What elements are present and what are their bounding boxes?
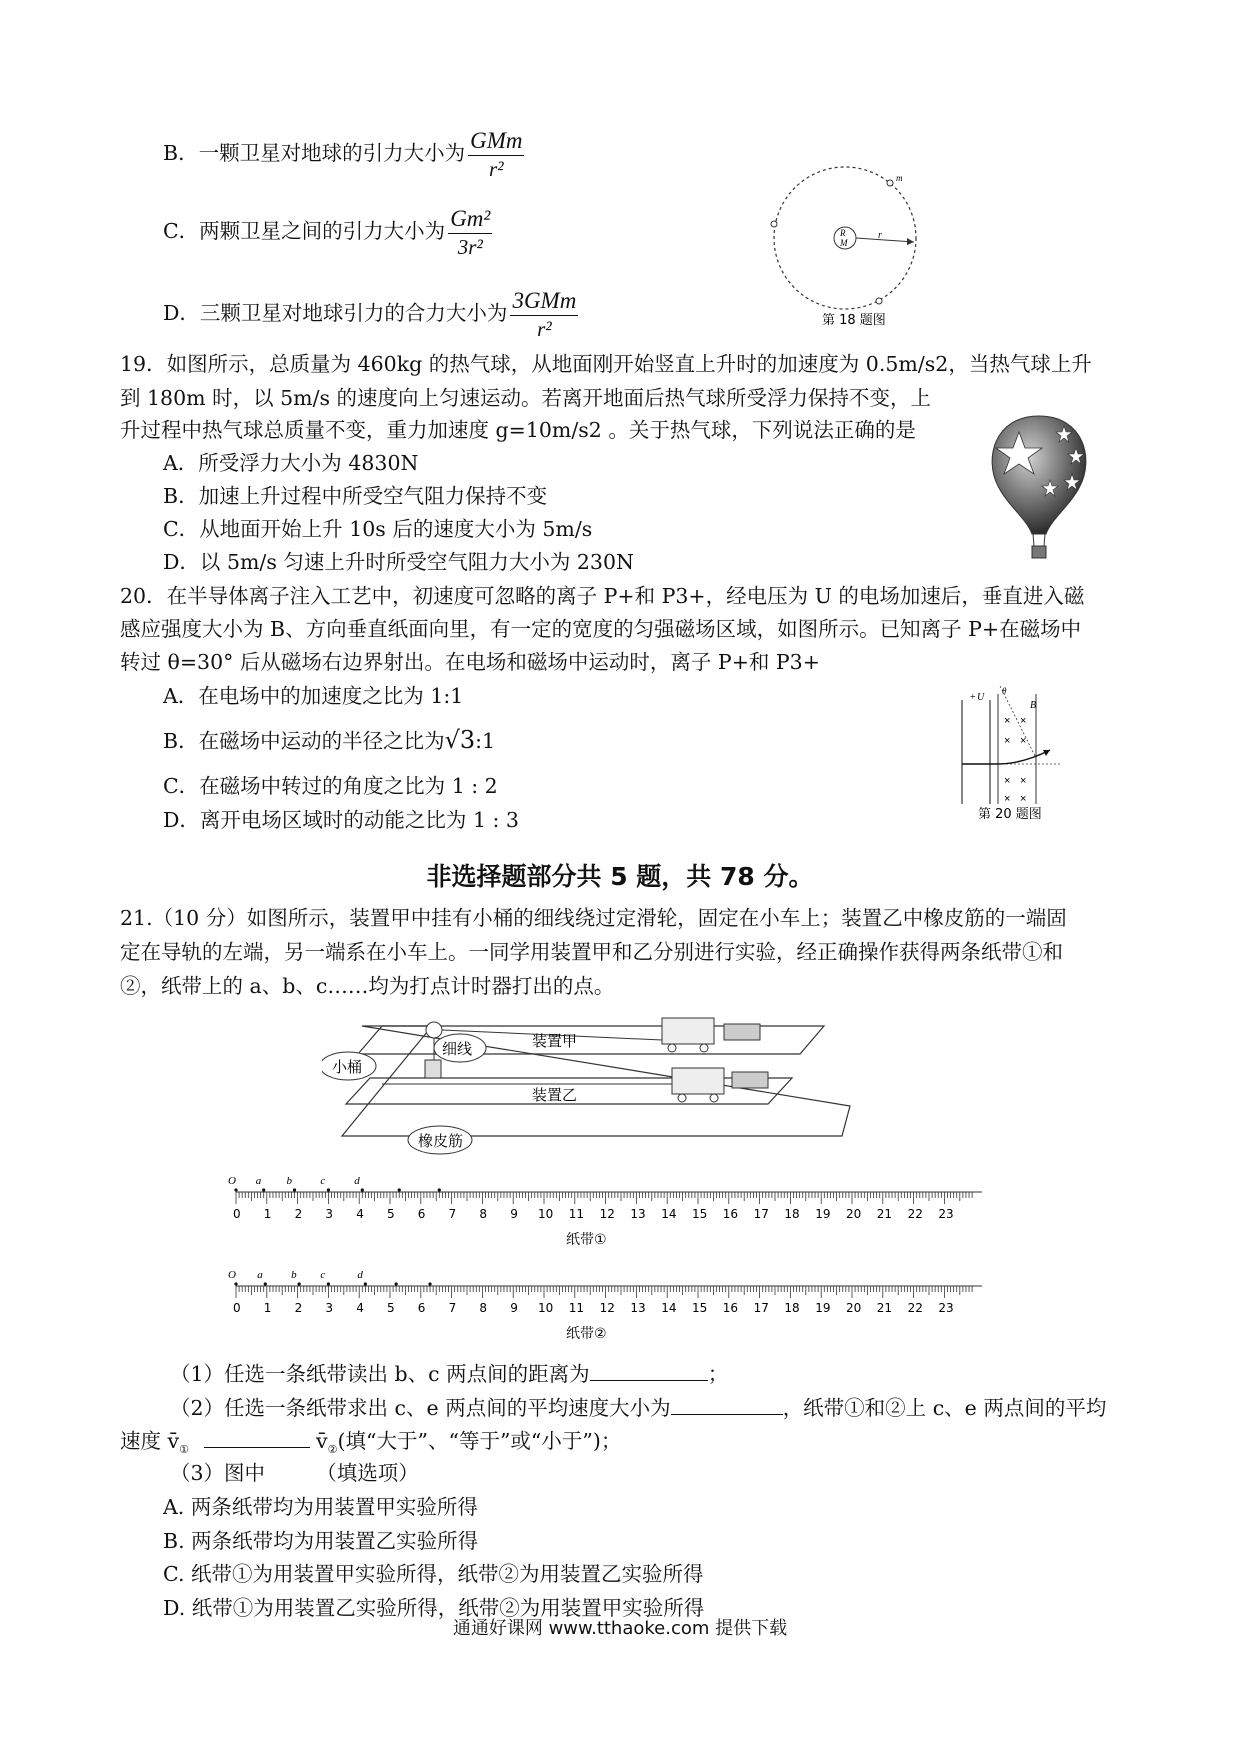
q18-figure-caption: 第 18 题图	[822, 313, 886, 328]
tape-2-caption: 纸带②	[566, 1326, 607, 1342]
q21-sub3: （3）图中 （填选项）	[170, 1461, 419, 1485]
tape-point-label: c	[320, 1175, 326, 1187]
ruler-number: 2	[294, 1301, 303, 1315]
ruler-number: 3	[325, 1207, 334, 1221]
q21-sub2-hint: (填“大于”、“等于”或“小于”)；	[337, 1429, 622, 1453]
q19-option-a: A．所受浮力大小为 4830N	[163, 451, 419, 475]
q19-stem-line1: 19．如图所示，总质量为 460kg 的热气球，从地面刚开始竖直上升时的加速度为 0.5m/s2，当热气球上升	[120, 352, 1092, 376]
cart-a-wheel	[700, 1044, 708, 1052]
ruler-number: 18	[784, 1207, 800, 1221]
ruler-number: 8	[479, 1207, 488, 1221]
basket-rope	[1044, 534, 1045, 546]
ruler-number: 0	[233, 1301, 241, 1315]
q20-stem-line3: 转过 θ=30° 后从磁场右边界射出。在电场和磁场中运动时，离子 P+和 P3+	[120, 650, 820, 674]
tape-point-label: O	[228, 1269, 236, 1281]
ruler-number: 7	[448, 1301, 457, 1315]
tape-dot	[395, 1282, 398, 1285]
ruler-number: 15	[692, 1207, 708, 1221]
satellite-2	[771, 221, 777, 227]
cart-b-wheel	[710, 1094, 718, 1102]
q21-stem-line2: 定在导轨的左端，另一端系在小车上。一同学用装置甲和乙分别进行实验，经正确操作获得两条纸带①和	[120, 940, 1063, 964]
ruler-number: 3	[325, 1301, 334, 1315]
tape-point-label: d	[357, 1269, 363, 1281]
tape-dot	[264, 1282, 267, 1285]
orbit-radius-label: r	[878, 230, 882, 241]
page-footer: 通通好课网 www.tthaoke.com 提供下载	[452, 1618, 788, 1639]
q19-option-b: B．加速上升过程中所受空气阻力保持不变	[163, 484, 548, 508]
timer-a	[724, 1024, 760, 1040]
ruler-number: 1	[263, 1207, 272, 1221]
timer-b	[732, 1072, 768, 1088]
velocity-subscript-2: ②	[327, 1443, 338, 1457]
tape-dot	[327, 1282, 330, 1285]
cart-b	[672, 1068, 724, 1094]
q18-option-d	[163, 288, 578, 341]
q18-option-d-text: D．三颗卫星对地球引力的合力大小为	[163, 301, 508, 325]
bucket	[425, 1060, 441, 1078]
earth-mass-label: M	[840, 238, 848, 248]
q21-sub2-text: （2）任选一条纸带求出 c、e 两点间的平均速度大小为	[170, 1396, 671, 1420]
ruler-ticks	[236, 1192, 972, 1204]
basket-rope	[1033, 534, 1034, 546]
apparatus-figure	[322, 1008, 882, 1158]
ruler-number: 14	[661, 1207, 677, 1221]
ruler-number: 23	[938, 1301, 954, 1315]
tape-point-label: c	[320, 1269, 326, 1281]
ruler-number: 22	[907, 1301, 923, 1315]
cross-mark: ×	[1020, 775, 1027, 787]
q21-option-b: B. 两条纸带均为用装置乙实验所得	[163, 1529, 479, 1553]
ruler-number: 16	[722, 1301, 739, 1315]
tape-dot	[327, 1188, 330, 1191]
tape-point-label: a	[257, 1269, 263, 1281]
pulley	[426, 1022, 442, 1038]
velocity-label-2: v̄	[316, 1429, 328, 1453]
q20-stem-line2: 感应强度大小为 B、方向垂直纸面向里，有一定的宽度的匀强磁场区域，如图所示。已知离子 P+在磁场中	[120, 617, 1082, 641]
ruler-number: 9	[510, 1301, 518, 1315]
cart-b-wheel	[678, 1094, 686, 1102]
tape-dot	[364, 1282, 367, 1285]
q18-option-c-fraction	[448, 206, 492, 259]
q21-sub1-text: （1）任选一条纸带读出 b、c 两点间的距离为	[170, 1362, 590, 1386]
ruler-number: 23	[938, 1207, 954, 1221]
q18-orbit-figure	[760, 158, 940, 328]
ruler-number: 10	[538, 1207, 554, 1221]
tape-dot	[234, 1282, 237, 1285]
tape-dot	[298, 1282, 301, 1285]
label-voltage: U	[977, 692, 985, 703]
cross-mark: ×	[1004, 793, 1011, 805]
ruler-numbers	[233, 1301, 954, 1315]
q20-option-d: D．离开电场区域时的动能之比为 1 : 3	[163, 808, 519, 832]
label-rubber: 橡皮筋	[418, 1132, 464, 1150]
q19-stem-line2: 到 180m 时，以 5m/s 的速度向上匀速运动。若离开地面后热气球所受浮力保持不变，上	[120, 386, 932, 410]
ion-trajectory	[962, 750, 1050, 764]
ruler-number: 21	[876, 1301, 893, 1315]
cross-mark: ×	[1020, 793, 1027, 805]
answer-blank-1[interactable]	[590, 1358, 708, 1381]
ruler-number: 12	[599, 1207, 615, 1221]
ruler-numbers	[233, 1207, 954, 1221]
ruler-number: 15	[692, 1301, 708, 1315]
q18-option-c	[163, 206, 492, 259]
tape-1-ruler	[226, 1168, 986, 1248]
radius-arrowhead	[907, 238, 914, 245]
ruler-number: 11	[568, 1207, 585, 1221]
q19-option-d: D．以 5m/s 匀速上升时所受空气阻力大小为 230N	[163, 550, 634, 574]
satellite-mass-label: m	[896, 173, 903, 183]
label-device-a: 装置甲	[532, 1032, 578, 1050]
ruler-number: 16	[722, 1207, 739, 1221]
ruler-number: 9	[510, 1207, 518, 1221]
ruler-number: 19	[815, 1301, 831, 1315]
q21-option-c: C. 纸带①为用装置甲实验所得，纸带②为用装置乙实验所得	[163, 1562, 704, 1586]
ruler-number: 6	[417, 1301, 426, 1315]
ruler-number: 17	[753, 1207, 769, 1221]
velocity-label-1: 速度 v̄	[120, 1429, 180, 1453]
tape-point-label: d	[354, 1175, 360, 1187]
ruler-number: 2	[294, 1207, 303, 1221]
ruler-number: 20	[846, 1207, 862, 1221]
ruler-number: 1	[263, 1301, 272, 1315]
q20-figure-caption: 第 20 题图	[978, 807, 1042, 820]
tape-dot	[293, 1188, 296, 1191]
ruler-number: 8	[479, 1301, 488, 1315]
q18-option-b-text: B．一颗卫星对地球的引力大小为	[163, 141, 466, 165]
balloon-basket	[1032, 546, 1046, 558]
ruler-ticks	[236, 1286, 972, 1298]
tape-point-label: b	[286, 1175, 293, 1187]
fraction-numerator: 3GMm	[510, 288, 578, 316]
label-bucket: 小桶	[332, 1058, 363, 1076]
ruler-number: 11	[568, 1301, 585, 1315]
q21-sub1-end: ；	[707, 1362, 729, 1386]
ruler-number: 17	[753, 1301, 769, 1315]
tape-points	[228, 1269, 432, 1286]
ruler-number: 6	[417, 1207, 426, 1221]
ruler-number: 14	[661, 1301, 677, 1315]
q20-option-b	[163, 726, 495, 755]
cross-mark: ×	[1020, 715, 1027, 727]
section-heading: 非选择题部分共 5 题，共 78 分。	[426, 862, 814, 891]
ruler-number: 10	[538, 1301, 554, 1315]
q21-stem-line1: 21.（10 分）如图所示，装置甲中挂有小桶的细线绕过定滑轮，固定在小车上；装置乙中橡皮筋的一端固	[120, 906, 1067, 930]
velocity-subscript-1: ①	[179, 1443, 189, 1457]
q18-option-d-fraction	[510, 288, 578, 341]
tape-dot	[234, 1188, 237, 1191]
label-device-b: 装置乙	[532, 1086, 578, 1104]
ruler-number: 4	[356, 1207, 364, 1221]
ruler-number: 12	[599, 1301, 615, 1315]
ruler-number: 5	[387, 1301, 395, 1315]
cross-mark: ×	[1004, 715, 1011, 727]
q20-stem-line1: 20．在半导体离子注入工艺中，初速度可忽略的离子 P+和 P3+，经电压为 U 的电场加速后，垂直进入磁	[120, 584, 1085, 608]
cart-a-wheel	[668, 1044, 676, 1052]
cross-mark: ×	[1004, 775, 1011, 787]
q18-option-c-text: C．两颗卫星之间的引力大小为	[163, 219, 446, 243]
q21-sub1	[170, 1358, 728, 1388]
cart-a	[662, 1018, 714, 1044]
radius-arrow	[856, 238, 914, 242]
label-theta: θ	[1002, 686, 1007, 696]
fraction-denominator: 3r²	[457, 235, 483, 259]
ruler-number: 13	[630, 1207, 646, 1221]
sqrt3-symbol: √3	[444, 726, 476, 754]
label-field-b: B	[1030, 700, 1037, 711]
tape-2-ruler	[226, 1262, 986, 1342]
ruler-number: 4	[356, 1301, 364, 1315]
label-string: 细线	[442, 1040, 473, 1058]
cross-mark: ×	[1004, 735, 1011, 747]
satellite-3	[876, 298, 882, 304]
q21-stem-line3: ②，纸带上的 a、b、c……均为打点计时器打出的点。	[120, 974, 615, 998]
tape-1-caption: 纸带①	[566, 1232, 607, 1248]
ruler-number: 0	[233, 1207, 241, 1221]
q21-sub2	[170, 1392, 1106, 1422]
satellite-1	[887, 180, 893, 186]
answer-blank-2[interactable]	[671, 1392, 783, 1415]
ruler-number: 13	[630, 1301, 646, 1315]
tape-dot	[428, 1282, 431, 1285]
fraction-numerator: GMm	[468, 128, 524, 156]
hot-air-balloon-figure	[984, 414, 1094, 564]
q19-stem-line3: 升过程中热气球总质量不变，重力加速度 g=10m/s2 。关于热气球，下列说法正确的是	[120, 418, 916, 442]
ruler-number: 18	[784, 1301, 800, 1315]
label-voltage-sign: +	[970, 692, 976, 703]
q18-option-b	[163, 128, 524, 181]
answer-blank-3[interactable]	[204, 1425, 310, 1448]
tape-point-label: b	[291, 1269, 297, 1281]
q20-option-a: A．在电场中的加速度之比为 1:1	[163, 684, 464, 708]
q19-option-c: C．从地面开始上升 10s 后的速度大小为 5m/s	[163, 517, 593, 541]
ruler-number: 20	[846, 1301, 862, 1315]
q21-option-d: D. 纸带①为用装置乙实验所得，纸带②为用装置甲实验所得	[163, 1596, 705, 1620]
tape-dot	[262, 1188, 265, 1191]
fraction-numerator: Gm²	[448, 206, 492, 234]
fraction-denominator: r²	[489, 157, 504, 181]
tape-points	[228, 1175, 441, 1192]
fraction-denominator: r²	[537, 317, 552, 341]
tape-point-label: O	[228, 1175, 236, 1187]
q21-option-a: A. 两条纸带均为用装置甲实验所得	[163, 1495, 478, 1519]
tape-point-label: a	[255, 1175, 262, 1187]
q20-field-figure	[950, 686, 1080, 820]
q21-sub2-text-mid: ，纸带①和②上 c、e 两点间的平均	[782, 1396, 1107, 1420]
ruler-number: 5	[387, 1207, 395, 1221]
q20-option-b-text: B．在磁场中运动的半径之比为	[163, 729, 445, 753]
ruler-number: 21	[876, 1207, 893, 1221]
tape-dot	[398, 1188, 401, 1191]
ruler-number: 19	[815, 1207, 831, 1221]
q20-option-b-ratio: :1	[475, 729, 496, 753]
base-board	[342, 1026, 850, 1136]
q20-option-c: C．在磁场中转过的角度之比为 1 : 2	[163, 774, 498, 798]
ruler-number: 7	[448, 1207, 457, 1221]
cross-mark: ×	[1020, 735, 1027, 747]
ruler-number: 22	[907, 1207, 923, 1221]
tape-dot	[361, 1188, 364, 1191]
tape-dot	[438, 1188, 441, 1191]
q18-option-b-fraction	[468, 128, 524, 181]
earth-radius-label: R	[840, 228, 846, 238]
